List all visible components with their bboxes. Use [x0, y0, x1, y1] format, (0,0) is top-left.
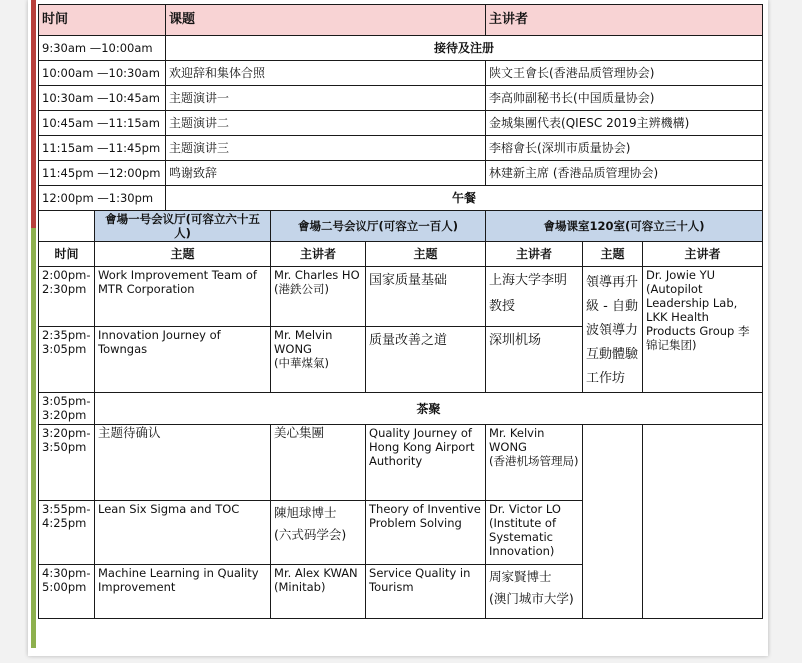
- subheader-row: [39, 242, 763, 267]
- empty-cell: [583, 425, 643, 619]
- topic-cell: Machine Learning in Quality Improvement: [95, 565, 271, 619]
- topic-cell: 鸣谢致辞: [166, 161, 486, 186]
- topic-cell: Innovation Journey of Towngas: [95, 327, 271, 393]
- table-row: [39, 136, 763, 161]
- morning-accent-bar: [31, 0, 36, 228]
- table-header-row: [39, 5, 763, 36]
- table-row: [39, 86, 763, 111]
- venue-3: 會場课室120室(可容立三十人): [486, 211, 763, 242]
- speaker-cell: Mr. Kelvin WONG (香港机场管理局): [486, 425, 583, 501]
- header-time: 时间: [39, 5, 166, 36]
- time-cell: 3:05pm- 3:20pm: [39, 393, 95, 425]
- time-cell: 3:55pm- 4:25pm: [39, 501, 95, 565]
- table-row: [39, 161, 763, 186]
- sub-topic-1: 主题: [95, 242, 271, 267]
- sub-topic-3: 主题: [583, 242, 643, 267]
- time-cell: 9:30am —10:00am: [39, 36, 166, 61]
- speaker-cell: 林建新主席 (香港品质管理协会): [486, 161, 763, 186]
- sub-speaker-2: 主讲者: [486, 242, 583, 267]
- time-cell: 10:00am —10:30am: [39, 61, 166, 86]
- time-cell: 11:45pm —12:00pm: [39, 161, 166, 186]
- sub-time: 时间: [39, 242, 95, 267]
- schedule-table: [38, 4, 763, 619]
- table-row: [39, 111, 763, 136]
- speaker-cell: 陕文王會长(香港品质管理协会): [486, 61, 763, 86]
- venue-2: 會場二号会议厅(可容立一百人): [271, 211, 486, 242]
- table-row: [39, 61, 763, 86]
- time-cell: 2:35pm- 3:05pm: [39, 327, 95, 393]
- lunch-cell: 午餐: [166, 186, 763, 211]
- speaker-cell: 李榕會长(深圳市质量协会): [486, 136, 763, 161]
- afternoon-accent-bar: [31, 228, 36, 648]
- topic-cell: 国家质量基础: [366, 267, 486, 327]
- speaker-cell: Mr. Melvin WONG (中華煤氣): [271, 327, 366, 393]
- table-row: [39, 36, 763, 61]
- topic-cell: Theory of Inventive Problem Solving: [366, 501, 486, 565]
- speaker-cell: 周家賢博士 (澳门城市大学): [486, 565, 583, 619]
- speaker-cell: Mr. Charles HO (港鉄公司): [271, 267, 366, 327]
- topic-cell: Lean Six Sigma and TOC: [95, 501, 271, 565]
- time-cell: 2:00pm- 2:30pm: [39, 267, 95, 327]
- topic-cell: 主题演讲三: [166, 136, 486, 161]
- topic-cell: 領導再升級 - 自動波領導力互動體驗工作坊: [583, 267, 643, 393]
- venue-row: [39, 211, 763, 242]
- header-speaker: 主讲者: [486, 5, 763, 36]
- time-cell: 10:45am —11:15am: [39, 111, 166, 136]
- topic-cell: Work Improvement Team of MTR Corporation: [95, 267, 271, 327]
- sub-topic-2: 主题: [366, 242, 486, 267]
- time-cell: 3:20pm- 3:50pm: [39, 425, 95, 501]
- empty-cell: [643, 425, 763, 619]
- topic-cell: 主题待确认: [95, 425, 271, 501]
- topic-cell: Service Quality in Tourism: [366, 565, 486, 619]
- speaker-cell: 陳旭球博士 (六式码学会): [271, 501, 366, 565]
- registration-cell: 接待及注册: [166, 36, 763, 61]
- speaker-cell: 李高帅副秘书长(中国质量协会): [486, 86, 763, 111]
- time-cell: 12:00pm —1:30pm: [39, 186, 166, 211]
- table-row: [39, 186, 763, 211]
- time-cell: 10:30am —10:45am: [39, 86, 166, 111]
- table-row: [39, 425, 763, 501]
- sub-speaker-3: 主讲者: [643, 242, 763, 267]
- table-row: [39, 267, 763, 327]
- venue-1: 會場一号会议厅(可容立六十五人): [95, 211, 271, 242]
- speaker-cell: Mr. Alex KWAN (Minitab): [271, 565, 366, 619]
- speaker-cell: 深圳机场: [486, 327, 583, 393]
- speaker-cell: 金城集團代表(QIESC 2019主辨機構): [486, 111, 763, 136]
- topic-cell: 主题演讲二: [166, 111, 486, 136]
- topic-cell: Quality Journey of Hong Kong Airport Authority: [366, 425, 486, 501]
- topic-cell: 主题演讲一: [166, 86, 486, 111]
- table-row: [39, 393, 763, 425]
- time-cell: 4:30pm- 5:00pm: [39, 565, 95, 619]
- speaker-cell: Dr. Victor LO (Institute of Systematic Innovation): [486, 501, 583, 565]
- speaker-cell: Dr. Jowie YU (Autopilot Leadership Lab, LKK Health Products Group 李锦记集团): [643, 267, 763, 393]
- speaker-cell: 美心集團: [271, 425, 366, 501]
- speaker-cell: 上海大学李明教授: [486, 267, 583, 327]
- time-cell: 11:15am —11:45pm: [39, 136, 166, 161]
- topic-cell: 欢迎辞和集体合照: [166, 61, 486, 86]
- sub-speaker-1: 主讲者: [271, 242, 366, 267]
- header-topic: 课题: [166, 5, 486, 36]
- topic-cell: 质量改善之道: [366, 327, 486, 393]
- tea-break-cell: 茶聚: [95, 393, 763, 425]
